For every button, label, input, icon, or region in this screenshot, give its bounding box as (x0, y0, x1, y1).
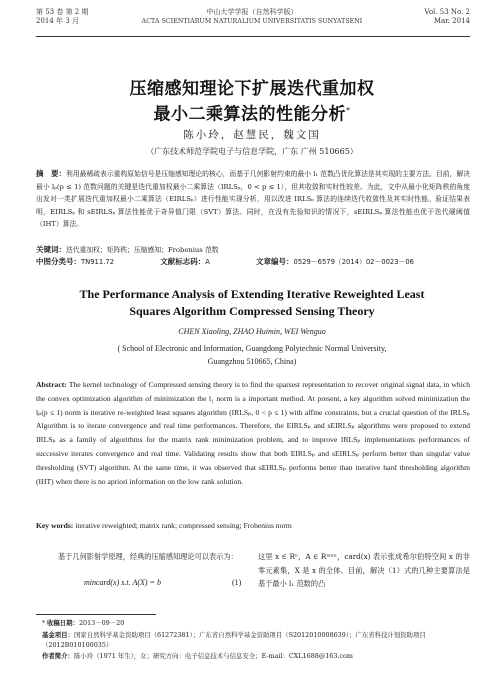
article-no-value: 0529－6579（2014）02－0023－06 (293, 258, 415, 266)
title-footnote-mark: * (346, 106, 351, 115)
keywords-label-zh: 关键词： (36, 245, 66, 254)
keywords-text-zh: 迭代重加权；矩阵秩；压缩感知；Frobenius 范数 (66, 246, 219, 254)
paper-title-zh (60, 78, 444, 126)
footnote (42, 618, 470, 661)
body-right-column: 这里 x ∈ Rⁿ，A ∈ Rᵐˣⁿ，card(x) 表示张成希尔伯特空间 x 的非零元素集，X 是 x 的全体。目前，解决（1）式的几种主要算法是基于最小 l₁ 范数的凸 (258, 552, 470, 588)
equation-1: mincard(x) s.t. A(X) = b (84, 578, 161, 587)
title-line-1: 压缩感知理论下扩展迭代重加权 (129, 79, 375, 99)
authors-zh: 陈小玲，赵慧民，魏文国 (183, 129, 321, 141)
affiliation-en-line-1: ( School of Electronic and Information, Guangdong Polytechnic Normal University, (117, 344, 387, 353)
classification-line (36, 256, 470, 268)
fund-line (42, 630, 470, 651)
affiliation-en-line-2: Guangzhou 510665, China) (207, 357, 297, 366)
body-left-column: 基于几何影射学原理，经典的压缩感知理论可以表示为： (58, 552, 238, 561)
equation-number: (1) (232, 578, 242, 587)
author-bio-label: 作者简介： (42, 651, 74, 660)
keywords-label-en: Key words: (36, 521, 74, 530)
header-divider (36, 36, 470, 37)
header-journal (130, 8, 374, 36)
paper-title-en (50, 286, 454, 320)
volume-zh: 第 53 卷 第 2 期 (36, 8, 89, 16)
received-date: 2013－09－20 (78, 619, 125, 627)
doc-code-value: A (205, 258, 210, 266)
authors-en: CHEN Xiaoling, ZHAO Huimin, WEI Wenguo (178, 327, 326, 336)
doc-code-label: 文献标志码： (160, 257, 206, 266)
footnote-divider (36, 614, 156, 615)
author-bio-line (42, 651, 470, 662)
abstract-label-zh: 摘 要： (36, 169, 67, 178)
clc-value: TN911.72 (81, 258, 115, 266)
header-volume-en (404, 8, 470, 36)
author-bio-text: 陈小玲（1971 年生），女；研究方向：电子信息技术与信息安全；E-mail：CXL1688@163.com (73, 651, 353, 660)
abstract-en (36, 378, 470, 488)
abstract-text-en: The kernel technology of Compressed sensing theory is to find the sparsest representation to recover original signal data, in which the convex optimization algorithm of minimization the l₁ norm is a important method. At present, a key algorithm solved minimization the lₚ(p ≤ 1) norm is iterative re-weighted least squares algorithm (IRLSₚ, 0 < p ≤ 1) with affine constraints, but a crucial question of the IRLSₚ Algorithm is to iterate convergence and real time performances. Therefore, the EIRLSₚ and sEIRLSₚ algorithms were proposed to extend IRLSₚ as a family of algorithms for the matrix rank minimization problem, and to improve IRLSₚ implementations performances of successive iterates convergence and real time. Validating results show that both EIRLSₚ and sEIRLSₚ perform better than singular value thresholding (SVT) algorithm. At the same time, it was observed that sEIRLSₚ performs better than iterative hard thresholding algorithm (IHT) when there is no apriori information on the low rank solution. (36, 380, 470, 486)
keywords-text-en: iterative reweighted; matrix rank; compressed sensing; Frobenius norm (75, 521, 292, 530)
abstract-label-en: Abstract: (36, 380, 67, 389)
journal-name-zh: 中山大学学报（自然科学版） (206, 8, 298, 16)
article-no-label: 文章编号： (256, 257, 294, 266)
date-zh: 2014 年 3 月 (36, 17, 79, 25)
date-en: Mar. 2014 (433, 17, 470, 25)
affiliation-en (70, 342, 434, 368)
journal-name-en: ACTA SCIENTIARUM NATURALIUM UNIVERSITATIS SUNYATSENI (141, 18, 363, 25)
clc-label: 中图分类号： (36, 257, 81, 266)
keywords-zh (36, 244, 470, 256)
footnote-star: * (42, 620, 45, 627)
volume-en: Vol. 53 No. 2 (424, 8, 470, 16)
title-en-line-1: The Performance Analysis of Extending Iterative Reweighted Least (79, 287, 425, 301)
received-label: 收稿日期： (47, 619, 79, 627)
title-en-line-2: Squares Algorithm Compressed Sensing Theory (129, 304, 375, 318)
abstract-text-zh: 利用最稀疏表示重构原始信号是压缩感知理论的核心，而基于几何影射约束的最小 l₁ 范数凸优化算法是其实现的主要方法。目前，解决最小 lₚ(p ≤ 1) 范数问题的关键是迭代重加权最小二乘算法（IRLSₚ，0 < p ≤ 1），但其收敛和实时性较差。为此，文中从最小化矩阵秩的角度出发对一类扩展迭代重加权最小二乘算法（EIRLSₚ）进行性能实现分析，用以改进 IRLSₚ 算法的连续迭代收敛性及其实时性能。验证结果表明，EIRLSₚ 和 sEIRLSₚ 算法性能优于奇异值门限（SVT）算法。同时，在没有先验知识的情况下，sEIRLSₚ 算法性能也优于迭代硬阈值（IHT）算法。 (36, 170, 471, 228)
fund-text: 国家自然科学基金资助项目（61272381）；广东省自然科学基金资助项目（S2012010008639）；广东省科技计划资助项目（2012B010100035） (42, 630, 426, 649)
abstract-zh (36, 168, 470, 231)
affiliation-zh: （广东技术师范学院电子与信息学院，广东 广州 510665） (146, 147, 358, 156)
title-line-2: 最小二乘算法的性能分析 (153, 104, 346, 125)
keywords-en (36, 520, 470, 531)
fund-label: 基金项目： (42, 630, 74, 639)
header-volume-zh (36, 8, 89, 36)
received-line (42, 618, 470, 630)
